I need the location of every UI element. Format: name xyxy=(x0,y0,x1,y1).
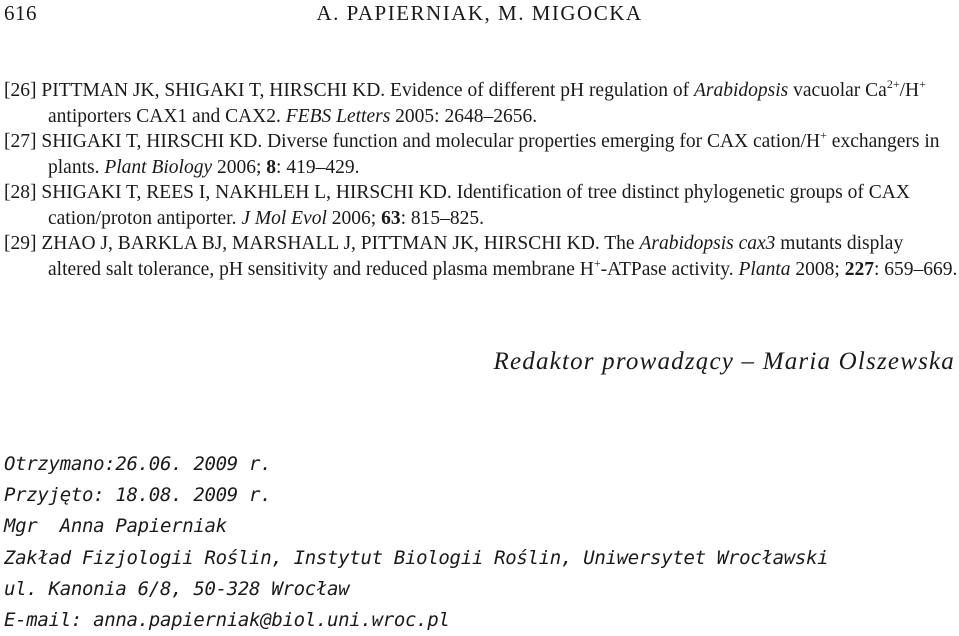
journal-name: FEBS Letters xyxy=(285,105,391,127)
page-header xyxy=(0,0,959,30)
reference-volume: 227 xyxy=(844,258,874,280)
page-number: 616 xyxy=(4,1,37,25)
superscript: + xyxy=(593,255,601,270)
reference-title: Diverse function and molecular properties emerging for CAX cation/H xyxy=(267,131,821,152)
reference-authors: ZHAO J, BARKLA BJ, MARSHALL J, PITTMAN JK, HIRSCHI KD. xyxy=(41,233,600,254)
reference-title: vacuolar Ca xyxy=(793,80,887,101)
reference-item xyxy=(4,78,959,129)
editor-dash: – xyxy=(741,348,756,375)
reference-item xyxy=(4,231,959,282)
author-name: Mgr Anna Papierniak xyxy=(4,515,227,538)
species-name: Arabidopsis cax3 xyxy=(639,233,776,254)
reference-authors: SHIGAKI T, REES I, NAKHLEH L, HIRSCHI KD. xyxy=(41,182,452,203)
author-address: ul. Kanonia 6/8, 50-328 Wrocław xyxy=(4,577,350,600)
author-email[interactable]: E-mail: anna.papierniak@biol.uni.wroc.pl xyxy=(4,609,450,632)
superscript: + xyxy=(820,128,827,142)
reference-number: [29] xyxy=(4,233,37,254)
reference-pages: : 659–669. xyxy=(873,258,958,280)
journal-name: J Mol Evol xyxy=(241,207,327,229)
reference-title: -ATPase activity. xyxy=(600,258,734,280)
superscript: + xyxy=(919,77,926,91)
reference-pages: : 419–429. xyxy=(276,156,360,178)
reference-year: 2006; xyxy=(331,207,377,229)
author-affiliation: Zakład Fizjologii Roślin, Instytut Biologii Roślin, Uniwersytet Wrocławski xyxy=(4,546,829,569)
journal-name: Plant Biology xyxy=(104,156,213,178)
reference-item xyxy=(4,129,959,180)
reference-pages: : 815–825. xyxy=(400,207,484,229)
reference-year: 2006; xyxy=(217,156,262,178)
species-name: Arabidopsis xyxy=(694,80,789,101)
editor-name: Maria Olszewska xyxy=(762,348,955,375)
author-info xyxy=(4,449,828,636)
reference-volume: 8 xyxy=(266,156,277,178)
reference-item xyxy=(4,180,959,231)
reference-title: antiporters CAX1 and CAX2. xyxy=(48,105,281,127)
reference-year: 2008; xyxy=(795,258,840,280)
reference-title: mutants display altered salt tolerance, pH sensitivity and reduced plasma membrane H xyxy=(48,233,904,280)
reference-title: The xyxy=(604,233,635,254)
journal-name: Planta xyxy=(738,258,791,280)
reference-list xyxy=(4,78,959,282)
reference-title: /H xyxy=(899,80,920,101)
reference-authors: PITTMAN JK, SHIGAKI T, HIRSCHI KD. xyxy=(41,80,386,101)
reference-title: exchangers in plants. xyxy=(48,131,940,178)
reference-title: Identification of tree distinct phylogenetic groups of CAX cation/proton antiporter. xyxy=(48,182,910,229)
reference-number: [26] xyxy=(4,80,37,101)
reference-number: [27] xyxy=(4,131,37,152)
accepted-date: Przyjęto: 18.08. 2009 r. xyxy=(4,484,272,507)
reference-authors: SHIGAKI T, HIRSCHI KD. xyxy=(41,131,263,152)
reference-volume: 63 xyxy=(381,207,401,229)
editor-line xyxy=(493,348,955,376)
reference-number: [28] xyxy=(4,182,37,203)
received-date: Otrzymano:26.06. 2009 r. xyxy=(4,453,272,475)
editor-label: Redaktor prowadzący xyxy=(493,348,735,375)
reference-title: Evidence of different pH regulation of xyxy=(390,80,690,101)
reference-citation: 2005: 2648–2656. xyxy=(395,105,538,127)
running-head: A. PAPIERNIAK, M. MIGOCKA xyxy=(316,1,643,25)
superscript: 2+ xyxy=(886,77,900,91)
